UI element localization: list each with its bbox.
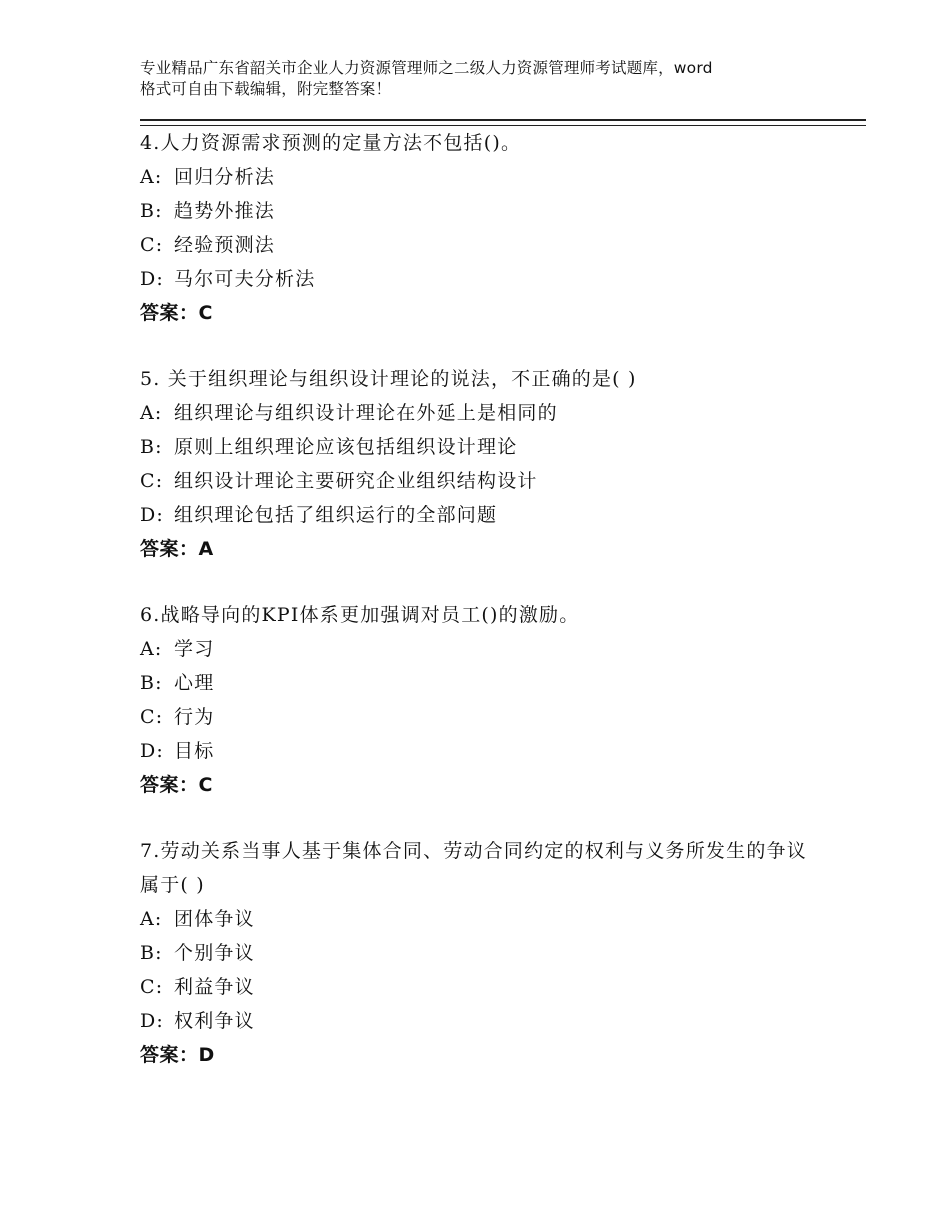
- question-text: 7.劳动关系当事人基于集体合同、劳动合同约定的权利与义务所发生的争议属于( ): [140, 840, 807, 896]
- answer: 答案：C: [140, 774, 213, 796]
- header-title-line-2: 格式可自由下载编辑，附完整答案！: [140, 80, 392, 98]
- option-text: 权利争议: [174, 1010, 255, 1032]
- answer: 答案：A: [140, 538, 214, 560]
- option-letter: D:: [140, 268, 165, 290]
- header-title-line-1: 专业精品广东省韶关市企业人力资源管理师之二级人力资源管理师考试题库，word: [140, 59, 713, 77]
- option-text: 马尔可夫分析法: [174, 268, 316, 290]
- option-letter: A:: [140, 638, 163, 660]
- option-text: 个别争议: [174, 942, 255, 964]
- question-6: [140, 598, 820, 802]
- option-text: 组织理论包括了组织运行的全部问题: [174, 504, 498, 526]
- option-d: [140, 734, 820, 768]
- option-a: [140, 160, 820, 194]
- option-letter: C:: [140, 976, 164, 998]
- option-letter: A:: [140, 166, 163, 188]
- option-letter: B:: [140, 672, 163, 694]
- option-c: [140, 464, 820, 498]
- option-letter: D:: [140, 740, 165, 762]
- question-text: 6.战略导向的KPI体系更加强调对员工()的激励。: [140, 604, 580, 626]
- option-a: [140, 396, 820, 430]
- option-a: [140, 632, 820, 666]
- option-letter: D:: [140, 504, 165, 526]
- question-text: 4.人力资源需求预测的定量方法不包括()。: [140, 132, 522, 154]
- option-b: [140, 430, 820, 464]
- option-letter: A:: [140, 402, 163, 424]
- option-text: 团体争议: [174, 908, 255, 930]
- option-text: 心理: [174, 672, 215, 694]
- option-text: 利益争议: [174, 976, 255, 998]
- option-text: 趋势外推法: [174, 200, 276, 222]
- option-d: [140, 498, 820, 532]
- option-d: [140, 1004, 820, 1038]
- question-list: [140, 126, 820, 1104]
- option-letter: C:: [140, 470, 164, 492]
- option-letter: B:: [140, 942, 163, 964]
- option-letter: D:: [140, 1010, 165, 1032]
- option-text: 经验预测法: [174, 234, 276, 256]
- option-text: 原则上组织理论应该包括组织设计理论: [174, 436, 518, 458]
- option-letter: B:: [140, 200, 163, 222]
- option-b: [140, 936, 820, 970]
- question-5: [140, 362, 820, 566]
- option-letter: C:: [140, 706, 164, 728]
- question-7: [140, 834, 820, 1072]
- header-divider: [140, 119, 866, 126]
- option-text: 行为: [174, 706, 215, 728]
- option-b: [140, 666, 820, 700]
- document-header: [140, 58, 840, 100]
- answer: 答案：C: [140, 302, 213, 324]
- option-text: 目标: [174, 740, 215, 762]
- option-a: [140, 902, 820, 936]
- option-letter: A:: [140, 908, 163, 930]
- question-text: 5. 关于组织理论与组织设计理论的说法，不正确的是( ): [140, 368, 637, 390]
- answer: 答案：D: [140, 1044, 215, 1066]
- option-text: 学习: [174, 638, 215, 660]
- option-b: [140, 194, 820, 228]
- option-text: 组织理论与组织设计理论在外延上是相同的: [174, 402, 558, 424]
- option-letter: B:: [140, 436, 163, 458]
- option-text: 回归分析法: [174, 166, 276, 188]
- option-c: [140, 970, 820, 1004]
- option-c: [140, 700, 820, 734]
- option-c: [140, 228, 820, 262]
- option-text: 组织设计理论主要研究企业组织结构设计: [174, 470, 538, 492]
- question-4: [140, 126, 820, 330]
- option-d: [140, 262, 820, 296]
- option-letter: C:: [140, 234, 164, 256]
